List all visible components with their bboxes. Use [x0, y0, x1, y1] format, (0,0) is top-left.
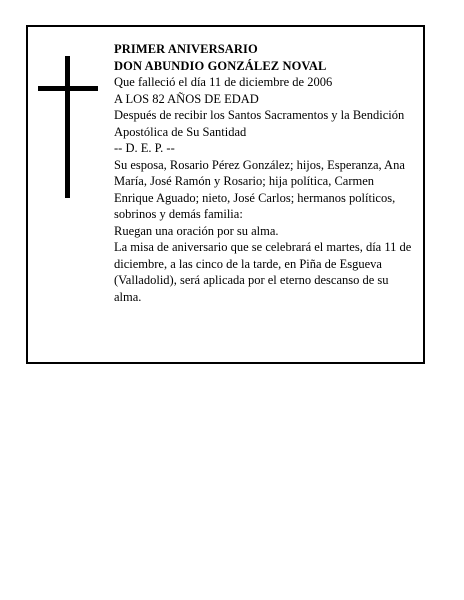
mass-paragraph: La misa de aniversario que se celebrará el martes, día 11 de diciembre, a las cinco de la tarde, en Piña de Esgueva (Valladolid), será aplicada por el eterno descanso de su alma.	[114, 240, 412, 304]
cross-vertical-bar	[65, 56, 70, 198]
dep-line: -- D. E. P. --	[114, 141, 175, 155]
family-paragraph: Su esposa, Rosario Pérez González; hijos, Esperanza, Ana María, José Ramón y Rosario; hija política, Carmen Enrique Aguado; nieto, José Carlos; hermanos políticos, sobrinos y demás familia:	[114, 157, 405, 221]
notice-text	[114, 41, 414, 305]
death-date-line: Que falleció el día 11 de diciembre de 2006	[114, 75, 333, 89]
notice-heading: PRIMER ANIVERSARIO	[114, 42, 258, 56]
prayer-line: Ruegan una oración por su alma.	[114, 223, 279, 238]
cross-icon	[38, 56, 98, 198]
cross-horizontal-bar	[38, 86, 98, 91]
deceased-name: DON ABUNDIO GONZÁLEZ NOVAL	[114, 58, 327, 73]
obituary-notice	[26, 25, 425, 364]
age-line: A LOS 82 AÑOS DE EDAD	[114, 91, 259, 106]
sacraments-line: Después de recibir los Santos Sacramentos y la Bendición Apostólica de Su Santidad	[114, 108, 405, 139]
